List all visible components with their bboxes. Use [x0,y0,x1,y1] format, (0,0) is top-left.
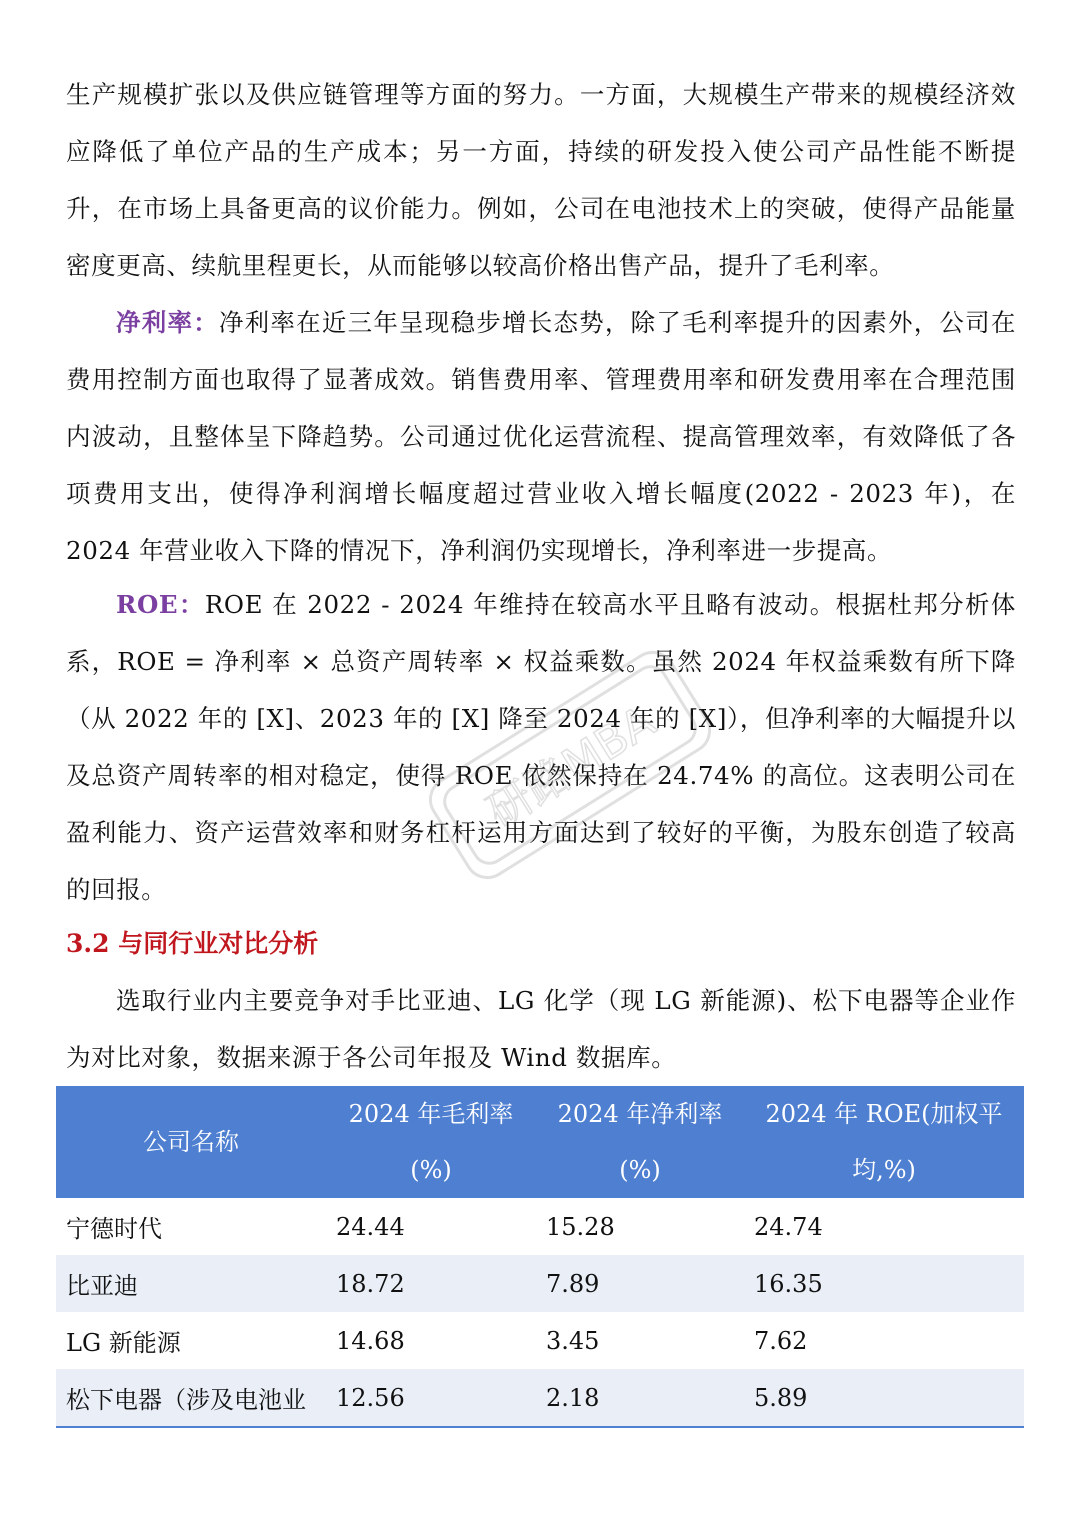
paragraph-comparison-intro: 选取行业内主要竞争对手比亚迪、LG 化学（现 LG 新能源)、松下电器等企业作为对比对象，数据来源于各公司年报及 Wind 数据库。 [66,986,1016,1072]
cell-gross-margin: 24.44 [336,1212,405,1241]
cell-net-margin: 15.28 [546,1212,615,1241]
table-row [56,1198,1024,1255]
cell-gross-margin: 14.68 [336,1326,405,1355]
table-row [56,1312,1024,1369]
cell-roe: 7.62 [754,1326,808,1355]
watermark-text: 研路MBA [478,696,664,839]
cell-net-margin: 7.89 [536,1255,744,1312]
cell-company: 比亚迪 [56,1255,326,1312]
net-margin-label: 净利率： [116,308,219,337]
cell-net-margin: 2.18 [536,1369,744,1427]
section-heading: 3.2 与同行业对比分析 [66,929,319,958]
cell-roe: 16.35 [744,1255,1024,1312]
roe-label: ROE： [116,590,205,619]
paragraph-net-margin [66,294,1016,579]
cell-gross-margin: 12.56 [326,1369,536,1427]
paragraph-roe [66,576,1016,918]
peer-comparison-table [56,1086,1024,1428]
header-roe: 2024 年 ROE(加权平均,%) [744,1086,1024,1198]
table-header-row [56,1086,1024,1198]
header-gross-margin: 2024 年毛利率(%) [326,1086,536,1198]
table-row [56,1369,1024,1427]
roe-text: ROE 在 2022 - 2024 年维持在较高水平且略有波动。根据杜邦分析体系，ROE = 净利率 × 总资产周转率 × 权益乘数。虽然 2024 年权益乘数有所下降（从 2022 年的 [X]、2023 年的 [X] 降至 2024 年的 [X]），但净利率的大幅提升以及总资产周转率的相对稳定，使得 ROE 依然保持在 24.74% 的高位。这表明公司在盈利能力、资产运营效率和财务杠杆运用方面达到了较好的平衡，为股东创造了较高的回报。 [66,590,1017,904]
net-margin-text: 净利率在近三年呈现稳步增长态势，除了毛利率提升的因素外，公司在费用控制方面也取得了显著成效。销售费用率、管理费用率和研发费用率在合理范围内波动，且整体呈下降趋势。公司通过优化运营流程、提高管理效率，有效降低了各项费用支出，使得净利润增长幅度超过营业收入增长幅度(2022 - 2023 年)，在 2024 年营业收入下降的情况下，净利润仍实现增长，净利率进一步提高。 [66,308,1016,565]
cell-company: 宁德时代 [66,1215,162,1243]
cell-company: 松下电器（涉及电池业 [56,1369,326,1427]
cell-roe: 5.89 [744,1369,1024,1427]
table-row [56,1255,1024,1312]
header-net-margin: 2024 年净利率(%) [536,1086,744,1198]
cell-company: LG 新能源 [66,1329,181,1357]
header-company: 公司名称 [56,1086,326,1198]
paragraph-gross-margin: 生产规模扩张以及供应链管理等方面的努力。一方面，大规模生产带来的规模经济效应降低了单位产品的生产成本；另一方面，持续的研发投入使公司产品性能不断提升，在市场上具备更高的议价能力。例如，公司在电池技术上的突破，使得产品能量密度更高、续航里程更长，从而能够以较高价格出售产品，提升了毛利率。 [66,80,1016,280]
cell-roe: 24.74 [754,1212,823,1241]
cell-gross-margin: 18.72 [326,1255,536,1312]
cell-net-margin: 3.45 [546,1326,600,1355]
